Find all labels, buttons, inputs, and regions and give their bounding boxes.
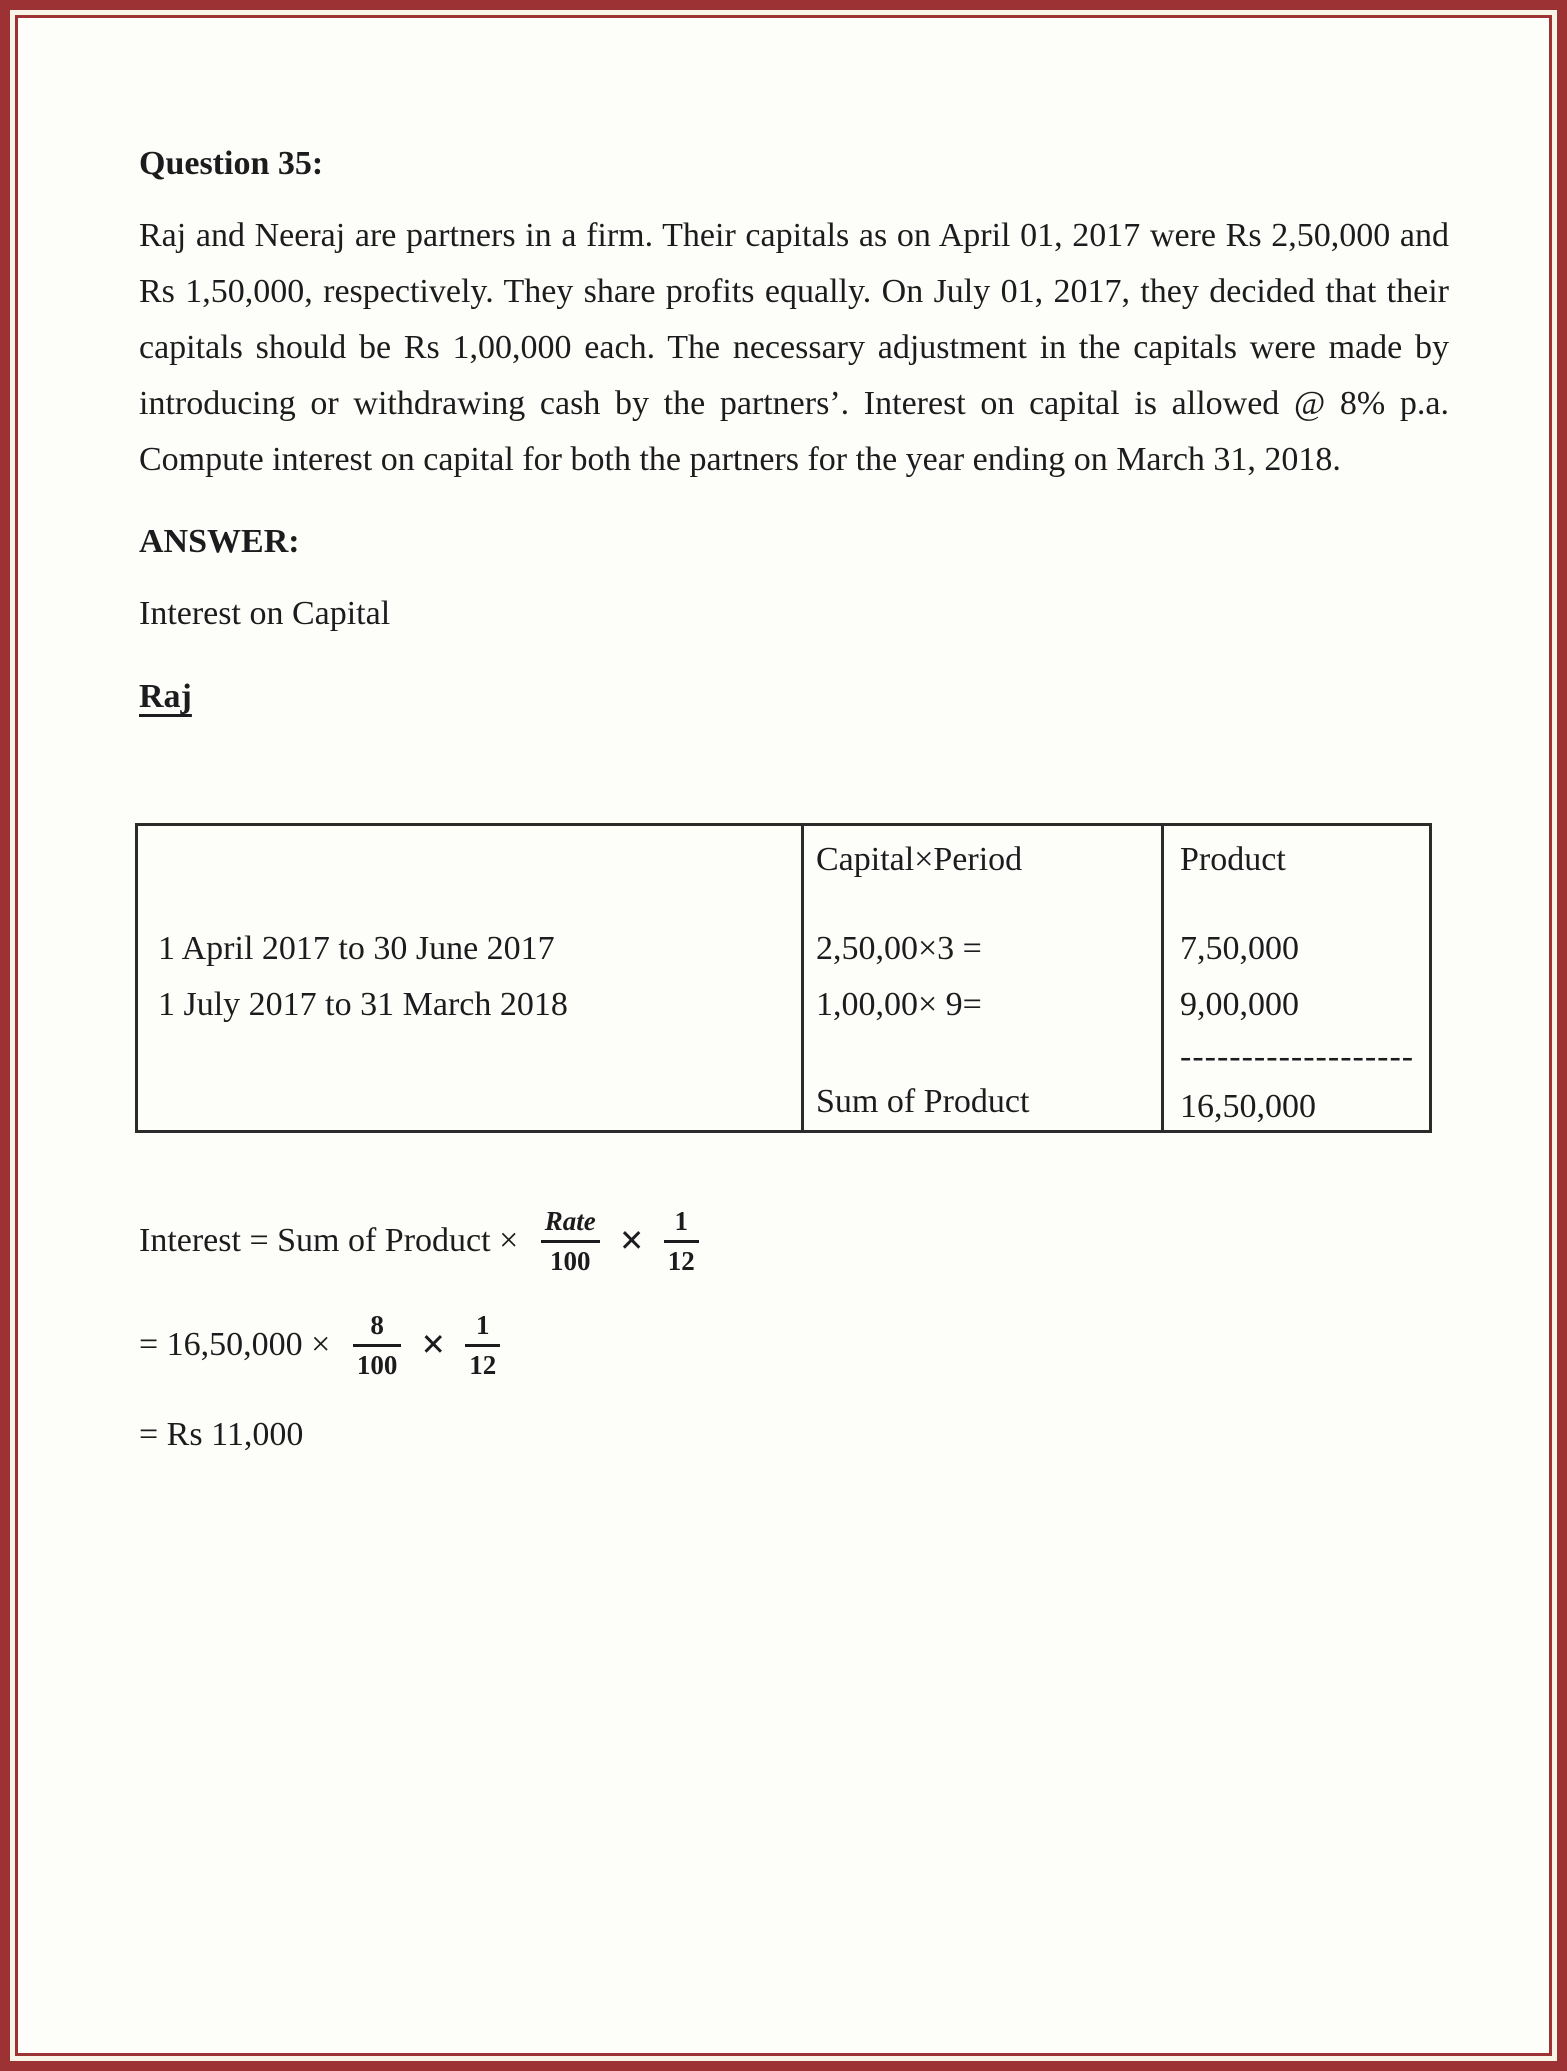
- frame-gap: [10, 10, 1557, 2061]
- fraction-1-over-12: $\frac{1}{12}$: [465, 1309, 500, 1381]
- fraction-8-over-100: $\frac{8}{100}$: [353, 1309, 402, 1381]
- formula2-lhs: = 16,50,000 ×: [139, 1326, 339, 1363]
- fraction-bar: [465, 1344, 500, 1347]
- product-row-1: 7,50,000: [1180, 930, 1299, 967]
- formula-line-2: [139, 1299, 1449, 1391]
- fraction-bar: [353, 1344, 402, 1347]
- times-sign: ×: [619, 1218, 644, 1264]
- answer-subtitle: Interest on Capital: [139, 595, 391, 632]
- formula-result: = Rs 11,000: [139, 1416, 304, 1453]
- fraction-rate-over-100: $\frac{\text{Rate}}{100}$: [541, 1205, 600, 1277]
- table-col-product: [1161, 826, 1429, 1130]
- question-heading: Question 35:: [139, 145, 324, 182]
- capital-row-1: 2,50,00×3 =: [816, 930, 982, 967]
- table-col-period: [138, 826, 801, 1130]
- sum-of-product-label: Sum of Product: [816, 1083, 1030, 1120]
- period-row-2: 1 July 2017 to 31 March 2018: [158, 986, 568, 1023]
- times-sign: ×: [421, 1322, 446, 1368]
- formula1-lhs: Interest = Sum of Product ×: [139, 1222, 527, 1259]
- capital-row-2: 1,00,00× 9=: [816, 986, 982, 1023]
- answer-heading: ANSWER:: [139, 523, 300, 560]
- question-paragraph: Raj and Neeraj are partners in a firm. Their capitals as on April 01, 2017 were Rs 2,50,000 and Rs 1,50,000, respectively. They share profits equally. On July 01, 2017, they decided that their capitals should be Rs 1,00,000 each. The necessary adjustment in the capitals were made by introducing or withdrawing cash by the partners’. Interest on capital is allowed @ 8% p.a. Compute interest on capital for both the partners for the year ending on March 31, 2018.: [139, 217, 1449, 478]
- frame-inner: [15, 15, 1552, 2056]
- computation-table: [135, 823, 1432, 1133]
- fraction-bar: [664, 1240, 699, 1243]
- document-content: [18, 140, 1549, 1463]
- capital-period-header: Capital×Period: [816, 841, 1023, 878]
- product-divider-dashes: -------------------: [1180, 1038, 1415, 1075]
- partner-heading: Raj: [139, 678, 192, 715]
- period-row-1: 1 April 2017 to 30 June 2017: [158, 930, 555, 967]
- formula-line-1: [139, 1195, 1449, 1287]
- fraction-bar: [541, 1240, 600, 1243]
- product-row-2: 9,00,000: [1180, 986, 1299, 1023]
- fraction-1-over-12: $\frac{1}{12}$: [664, 1205, 699, 1277]
- table-col-capital-period: [801, 826, 1161, 1130]
- product-total: 16,50,000: [1180, 1088, 1316, 1125]
- product-header: Product: [1180, 841, 1286, 878]
